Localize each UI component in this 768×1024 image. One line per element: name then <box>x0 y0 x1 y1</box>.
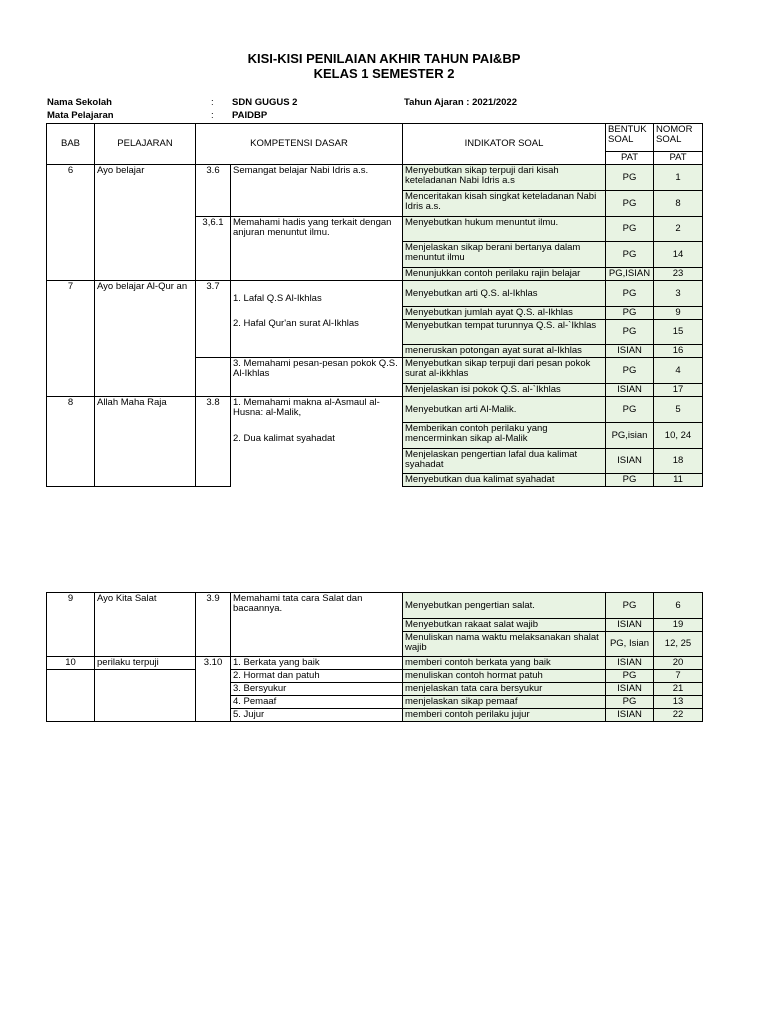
kd-text: Memahami tata cara Salat dan bacaannya. <box>231 593 403 657</box>
nomor-cell: 23 <box>654 268 703 281</box>
subject-colon: : <box>211 110 214 121</box>
grid-table-second <box>46 592 703 722</box>
header-nomor: NOMOR SOAL <box>654 124 703 152</box>
kd-code: 3.6 <box>196 165 231 217</box>
bab-number: 6 <box>47 165 95 281</box>
kd-code: 3.10 <box>196 657 231 670</box>
nomor-cell: 7 <box>654 670 703 683</box>
bentuk-cell: PG <box>606 358 654 384</box>
kd-item: 2. Dua kalimat syahadat <box>233 433 335 444</box>
bab-empty <box>47 670 95 722</box>
bentuk-cell: ISIAN <box>606 657 654 670</box>
nomor-cell: 6 <box>654 593 703 619</box>
header-pat-bentuk: PAT <box>606 152 654 165</box>
bab-number: 7 <box>47 281 95 397</box>
indikator-cell: Menjelaskan sikap berani bertanya dalam menuntut ilmu <box>403 242 606 268</box>
table-row <box>47 281 703 307</box>
nomor-cell: 9 <box>654 307 703 320</box>
pelajaran-cell: Allah Maha Raja <box>95 397 196 487</box>
subject-value: PAIDBP <box>232 110 268 121</box>
kd-code: 3.8 <box>196 397 231 487</box>
bentuk-cell: PG <box>606 307 654 320</box>
grid-table-main <box>46 123 703 487</box>
indikator-cell: menjelaskan sikap pemaaf <box>403 696 606 709</box>
header-pat-nomor: PAT <box>654 152 703 165</box>
nomor-cell: 20 <box>654 657 703 670</box>
document-title: KISI-KISI PENILAIAN AKHIR TAHUN PAI&BP <box>247 51 521 66</box>
table-row <box>47 657 703 670</box>
bentuk-cell: PG <box>606 696 654 709</box>
header-kompetensi: KOMPETENSI DASAR <box>196 124 403 165</box>
kd-text: Semangat belajar Nabi Idris a.s. <box>231 165 403 217</box>
indikator-cell: Menyebutkan arti Q.S. al-Ikhlas <box>403 281 606 307</box>
indikator-cell: Menuliskan nama waktu melaksanakan shalat wajib <box>403 632 606 657</box>
bentuk-cell: ISIAN <box>606 683 654 696</box>
bentuk-cell: PG <box>606 593 654 619</box>
header-bentuk: BENTUK SOAL <box>606 124 654 152</box>
nomor-cell: 10, 24 <box>654 423 703 449</box>
indikator-cell: Menyebutkan tempat turunnya Q.S. al-`Ikhlas <box>403 320 606 345</box>
header-pelajaran: PELAJARAN <box>95 124 196 165</box>
indikator-cell: memberi contoh berkata yang baik <box>403 657 606 670</box>
kd-text: 3. Memahami pesan-pesan pokok Q.S. Al-Ikhlas <box>231 358 403 397</box>
table-row <box>47 670 703 683</box>
kd-text: Memahami hadis yang terkait dengan anjuran menuntut ilmu. <box>231 217 403 281</box>
bentuk-cell: PG <box>606 670 654 683</box>
kd-text: 2. Hormat dan patuh <box>231 670 403 683</box>
bab-number: 9 <box>47 593 95 657</box>
academic-year: Tahun Ajaran : 2021/2022 <box>404 97 517 108</box>
nomor-cell: 18 <box>654 449 703 474</box>
nomor-cell: 5 <box>654 397 703 423</box>
nomor-cell: 3 <box>654 281 703 307</box>
table-row <box>47 165 703 191</box>
subject-label: Mata Pelajaran <box>47 110 114 121</box>
bentuk-cell: PG <box>606 320 654 345</box>
school-value: SDN GUGUS 2 <box>232 97 298 108</box>
nomor-cell: 16 <box>654 345 703 358</box>
nomor-cell: 21 <box>654 683 703 696</box>
bentuk-cell: ISIAN <box>606 709 654 722</box>
nomor-cell: 22 <box>654 709 703 722</box>
kd-text: 1. Berkata yang baik <box>231 657 403 670</box>
header-indikator: INDIKATOR SOAL <box>403 124 606 165</box>
kd-text: 4. Pemaaf <box>231 696 403 709</box>
nomor-cell: 1 <box>654 165 703 191</box>
bentuk-cell: PG, Isian <box>606 632 654 657</box>
nomor-cell: 11 <box>654 474 703 487</box>
kd-code: 3.7 <box>196 281 231 358</box>
indikator-cell: menuliskan contoh hormat patuh <box>403 670 606 683</box>
table-row <box>47 397 703 423</box>
bentuk-cell: ISIAN <box>606 384 654 397</box>
header-bab: BAB <box>47 124 95 165</box>
kd-code-empty <box>196 358 231 397</box>
nomor-cell: 4 <box>654 358 703 384</box>
nomor-cell: 19 <box>654 619 703 632</box>
document-subtitle: KELAS 1 SEMESTER 2 <box>313 66 455 81</box>
indikator-cell: Menyebutkan dua kalimat syahadat <box>403 474 606 487</box>
kd-code-empty <box>196 670 231 722</box>
pelajaran-cell: Ayo belajar Al-Qur an <box>95 281 196 397</box>
kd-code: 3,6.1 <box>196 217 231 281</box>
bentuk-cell: ISIAN <box>606 619 654 632</box>
indikator-cell: Menyebutkan jumlah ayat Q.S. al-Ikhlas <box>403 307 606 320</box>
bentuk-cell: PG <box>606 242 654 268</box>
kd-item: 2. Hafal Qur'an surat Al-Ikhlas <box>233 318 359 329</box>
bentuk-cell: PG <box>606 281 654 307</box>
pelajaran-cell: perilaku terpuji <box>95 657 196 670</box>
nomor-cell: 14 <box>654 242 703 268</box>
indikator-cell: Menyebutkan arti Al-Malik. <box>403 397 606 423</box>
indikator-cell: Menyebutkan sikap terpuji dari kisah keteladanan Nabi Idris a.s <box>403 165 606 191</box>
indikator-cell: Menunjukkan contoh perilaku rajin belajar <box>403 268 606 281</box>
indikator-cell: Menyebutkan sikap terpuji dari pesan pokok surat al-ikkhlas <box>403 358 606 384</box>
indikator-cell: Menyebutkan hukum menuntut ilmu. <box>403 217 606 242</box>
kd-text: 5. Jujur <box>231 709 403 722</box>
indikator-cell: Memberikan contoh perilaku yang mencerminkan sikap al-Malik <box>403 423 606 449</box>
indikator-cell: meneruskan potongan ayat surat al-Ikhlas <box>403 345 606 358</box>
kd-code: 3.9 <box>196 593 231 657</box>
header-row <box>47 124 703 152</box>
nomor-cell: 17 <box>654 384 703 397</box>
nomor-cell: 13 <box>654 696 703 709</box>
kd-text <box>231 397 403 487</box>
bentuk-cell: PG,ISIAN <box>606 268 654 281</box>
indikator-cell: Menjelaskan isi pokok Q.S. al-`Ikhlas <box>403 384 606 397</box>
bentuk-cell: PG <box>606 397 654 423</box>
nomor-cell: 15 <box>654 320 703 345</box>
indikator-cell: Menyebutkan pengertian salat. <box>403 593 606 619</box>
nomor-cell: 2 <box>654 217 703 242</box>
nomor-cell: 12, 25 <box>654 632 703 657</box>
nomor-cell: 8 <box>654 191 703 217</box>
school-label: Nama Sekolah <box>47 97 112 108</box>
school-colon: : <box>211 97 214 108</box>
bab-number: 8 <box>47 397 95 487</box>
pelajaran-cell: Ayo belajar <box>95 165 196 281</box>
indikator-cell: menjelaskan tata cara bersyukur <box>403 683 606 696</box>
bentuk-cell: ISIAN <box>606 345 654 358</box>
bentuk-cell: PG <box>606 217 654 242</box>
bab-number: 10 <box>47 657 95 670</box>
bentuk-cell: ISIAN <box>606 449 654 474</box>
bentuk-cell: PG <box>606 191 654 217</box>
pelajaran-cell: Ayo Kita Salat <box>95 593 196 657</box>
bentuk-cell: PG,isian <box>606 423 654 449</box>
table-row <box>47 593 703 619</box>
kd-item: 1. Lafal Q.S Al-Ikhlas <box>233 293 322 304</box>
pelajaran-empty <box>95 670 196 722</box>
indikator-cell: Menjelaskan pengertian lafal dua kalimat syahadat <box>403 449 606 474</box>
kd-text <box>231 281 403 358</box>
kd-text: 3. Bersyukur <box>231 683 403 696</box>
kd-item: 1. Memahami makna al-Asmaul al-Husna: al-Malik, <box>233 397 380 418</box>
bentuk-cell: PG <box>606 165 654 191</box>
indikator-cell: Menyebutkan rakaat salat wajib <box>403 619 606 632</box>
indikator-cell: memberi contoh perilaku jujur <box>403 709 606 722</box>
bentuk-cell: PG <box>606 474 654 487</box>
indikator-cell: Menceritakan kisah singkat keteladanan Nabi Idris a.s. <box>403 191 606 217</box>
